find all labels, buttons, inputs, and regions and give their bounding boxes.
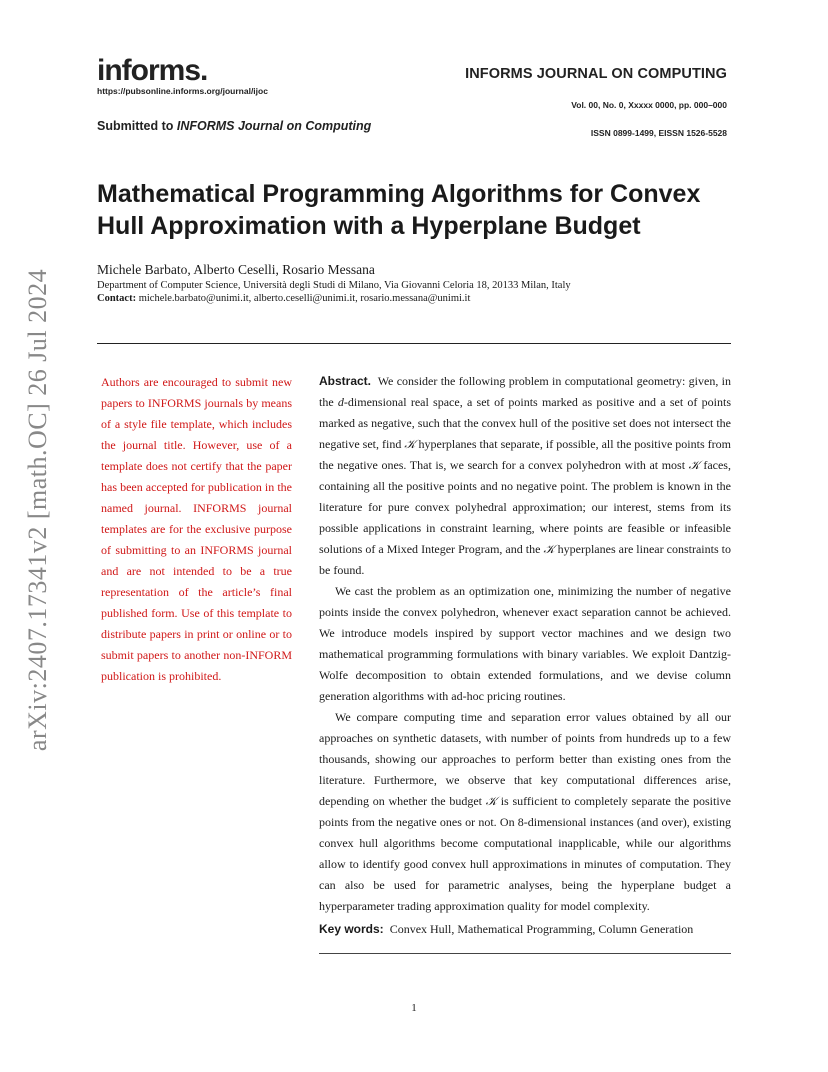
title-line-1: Mathematical Programming Algorithms for Convex bbox=[97, 180, 701, 208]
title-line-2: Hull Approximation with a Hyperplane Budget bbox=[97, 212, 641, 240]
logo-wordmark: informs. bbox=[97, 54, 208, 87]
math-k: 𝒦 bbox=[543, 542, 555, 556]
journal-url[interactable]: https://pubsonline.informs.org/journal/ijoc bbox=[97, 86, 268, 96]
contact-label: Contact: bbox=[97, 293, 137, 304]
affiliation: Department of Computer Science, Università degli Studi di Milano, Via Giovanni Celoria 18, 20133 Milan, Italy bbox=[97, 280, 571, 291]
abstract-label: Abstract. bbox=[319, 374, 372, 388]
contact-line bbox=[97, 293, 470, 304]
abstract-paragraph-2: We cast the problem as an optimization one, minimizing the number of negative points inside the convex polyhedron, whenever exact separation cannot be achieved. We introduce models inspired by support vector machines and we design two mathematical programming formulations with binary variables. We exploit Dantzig-Wolfe decomposition to obtain extended formulations, and we devise column generation algorithms with ad-hoc pricing routines. bbox=[319, 584, 731, 703]
math-k: 𝒦 bbox=[404, 437, 416, 451]
paper-title bbox=[97, 178, 737, 242]
abstract-text: hyperplanes are linear constraints to be found. bbox=[319, 542, 731, 577]
authors: Michele Barbato, Alberto Ceselli, Rosario Messana bbox=[97, 262, 375, 277]
submitted-prefix: Submitted to bbox=[97, 119, 177, 133]
issn-line: ISSN 0899-1499, EISSN 1526-5528 bbox=[590, 128, 727, 138]
abstract bbox=[319, 371, 731, 917]
abstract-paragraph-1 bbox=[319, 371, 731, 581]
journal-name: INFORMS JOURNAL ON COMPUTING bbox=[465, 66, 727, 82]
submitted-line bbox=[97, 119, 371, 133]
keywords-value: Convex Hull, Mathematical Programming, Column Generation bbox=[389, 922, 694, 936]
submitted-journal: INFORMS Journal on Computing bbox=[176, 119, 372, 133]
contact-emails[interactable]: michele.barbato@unimi.it, alberto.ceselli@unimi.it, rosario.messana@unimi.it bbox=[138, 293, 471, 304]
header-divider bbox=[97, 343, 731, 344]
abstract-paragraph-3 bbox=[319, 707, 731, 917]
keywords bbox=[319, 922, 731, 937]
abstract-text: We consider the following problem in computational geometry: given, in the bbox=[319, 374, 731, 409]
template-notice: Authors are encouraged to submit new papers to INFORMS journals by means of a style file template, which includes the journal title. However, use of a template does not certify that the paper has been accepted for publication in the named journal. INFORMS journal templates are for the exclusive purpose of submitting to an INFORMS journal and are not intended to be a true representation of the article’s final published form. Use of this template to distribute papers in print or online or to submit papers to another non-INFORM publication is prohibited. bbox=[101, 375, 292, 683]
abstract-text: -dimensional real space, a set of points marked as positive and a set of points marked as negative, such that the convex hull of the positive set does not intersect the negative set, find bbox=[319, 395, 731, 451]
math-k: 𝒦 bbox=[688, 458, 700, 472]
arxiv-identifier: arXiv:2407.17341v2 [math.OC] 26 Jul 2024 bbox=[23, 268, 52, 752]
footer-divider bbox=[319, 953, 731, 954]
abstract-text: We compare computing time and separation error values obtained by all our approaches on synthetic datasets, with number of points from hundreds up to a few thousands, showing our approaches to perform better than existing ones from the literature. Furthermore, we observe that key computational differences arise, depending on whether the budget bbox=[319, 710, 731, 808]
abstract-text: faces, containing all the positive points and no negative point. The problem is known in the literature for pure convex polyhedral approximation; our interest, stems from its possible applications in constraint learning, where points are feasible or infeasible solutions of a Mixed Integer Program, and the bbox=[319, 458, 731, 556]
abstract-text: is sufficient to completely separate the positive points from the negative ones or not. On 8-dimensional instances (and over), existing convex hull algorithms become computational inapplicable, while our algorithms allow to identify good convex hull approximations in minutes of computation. They can also be used for parametric analyses, being the hyperplane budget a hyperparameter trading approximation quality for model complexity. bbox=[319, 794, 731, 913]
informs-logo bbox=[97, 56, 268, 96]
abstract-text: hyperplanes that separate, if possible, all the positive points from the negative ones. That is, we search for a convex polyhedron with at most bbox=[319, 437, 731, 472]
keywords-label: Key words: bbox=[319, 922, 384, 936]
math-d: d bbox=[337, 395, 344, 409]
math-k: 𝒦 bbox=[485, 794, 497, 808]
page-number: 1 bbox=[411, 1002, 417, 1014]
volume-line: Vol. 00, No. 0, Xxxxx 0000, pp. 000–000 bbox=[571, 100, 727, 110]
